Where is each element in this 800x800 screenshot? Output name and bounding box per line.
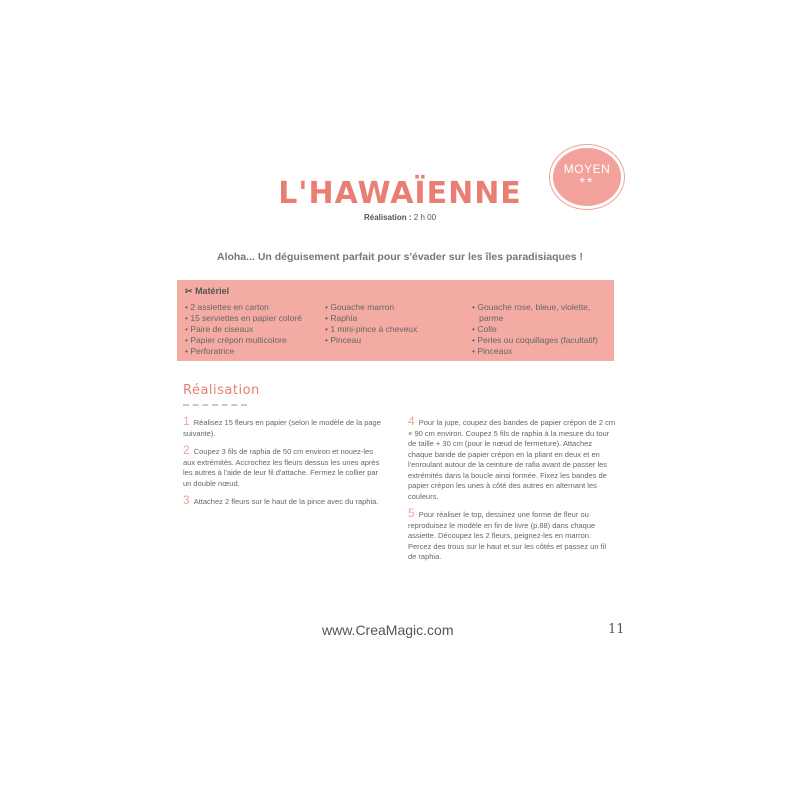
list-item: • Gouache rose, bleue, violette,: [472, 302, 612, 313]
section-title: Réalisation: [183, 383, 260, 398]
step-number: 3: [183, 493, 190, 507]
difficulty-level: MOYEN: [563, 162, 611, 176]
materials-column-2: [325, 302, 470, 346]
step: [408, 416, 616, 502]
duration-label: Réalisation :: [363, 213, 412, 222]
list-item: • Perforatrice: [185, 346, 325, 357]
footer-url: www.CreaMagic.com: [322, 622, 454, 638]
list-item: • 15 serviettes en papier coloré: [185, 313, 325, 324]
difficulty-stars: **: [579, 174, 595, 190]
page-number: 11: [608, 622, 625, 637]
step-text: Réalisez 15 fleurs en papier (selon le modèle de la page suivante).: [183, 418, 381, 438]
section-divider: [183, 404, 247, 406]
duration: [0, 213, 800, 222]
list-item: • Raphia: [325, 313, 470, 324]
list-item: • Paire de ciseaux: [185, 324, 325, 335]
list-item: • Pinceau: [325, 335, 470, 346]
materials-box: [177, 280, 614, 361]
materials-heading-label: Matériel: [195, 286, 230, 296]
step: [183, 416, 381, 439]
step-text: Coupez 3 fils de raphia de 50 cm environ et nouez-les aux extrémités. Accrochez les fleurs dessus les unes après les autres à l'aide de leur fil d'attache. Fermez le collier par un double nœud.: [183, 447, 380, 488]
page-title: L'HAWAÏENNE: [278, 176, 522, 211]
step-number: 5: [408, 506, 415, 520]
intro-text: Aloha... Un déguisement parfait pour s'évader sur les îles paradisiaques !: [216, 251, 584, 263]
list-item: • 1 mini-pince à cheveux: [325, 324, 470, 335]
step: [183, 445, 381, 489]
step: [183, 495, 381, 508]
list-item: • Pinceaux: [472, 346, 612, 357]
step-text: Pour la jupe, coupez des bandes de papier crépon de 2 cm × 90 cm environ. Coupez 5 fils de raphia à la mesure du tour de taille + 30 cm (pour le nœud de fermeture). Attachez chaque bande de papier crépon en la pliant en deux et en l'enroulant autour de la ceinture de rafia avant de passer les extrémités dans la boucle ainsi formée. Fixez les bandes de papier crépon les unes à côté des autres en alternant les couleurs.: [408, 418, 616, 501]
duration-value: 2 h 00: [413, 213, 437, 222]
step-text: Pour réaliser le top, dessinez une forme de fleur ou reproduisez le modèle en fin de livre (p.88) dans chaque assiette. Découpez les 2 fleurs, peignez-les en marron. Percez des trous sur le haut et sur les côtés et passez un fil de raphia.: [408, 510, 607, 561]
materials-column-1: [185, 302, 325, 357]
materials-column-3: [472, 302, 612, 357]
step-text: Attachez 2 fleurs sur le haut de la pince avec du raphia.: [193, 497, 379, 506]
list-item: • Gouache marron: [325, 302, 470, 313]
scissors-icon: ✂: [185, 286, 193, 296]
list-item: • Papier crépon multicolore: [185, 335, 325, 346]
step-number: 2: [183, 443, 190, 457]
steps-column-right: [408, 416, 616, 569]
materials-heading: [185, 286, 229, 297]
list-item: • 2 assiettes en carton: [185, 302, 325, 313]
list-item: • Perles ou coquillages (facultatif): [472, 335, 612, 346]
list-item-continuation: parme: [479, 313, 504, 323]
step-number: 1: [183, 414, 190, 428]
step: [408, 508, 616, 563]
steps-column-left: [183, 416, 381, 514]
list-item: • Colle: [472, 324, 612, 335]
step-number: 4: [408, 414, 415, 428]
